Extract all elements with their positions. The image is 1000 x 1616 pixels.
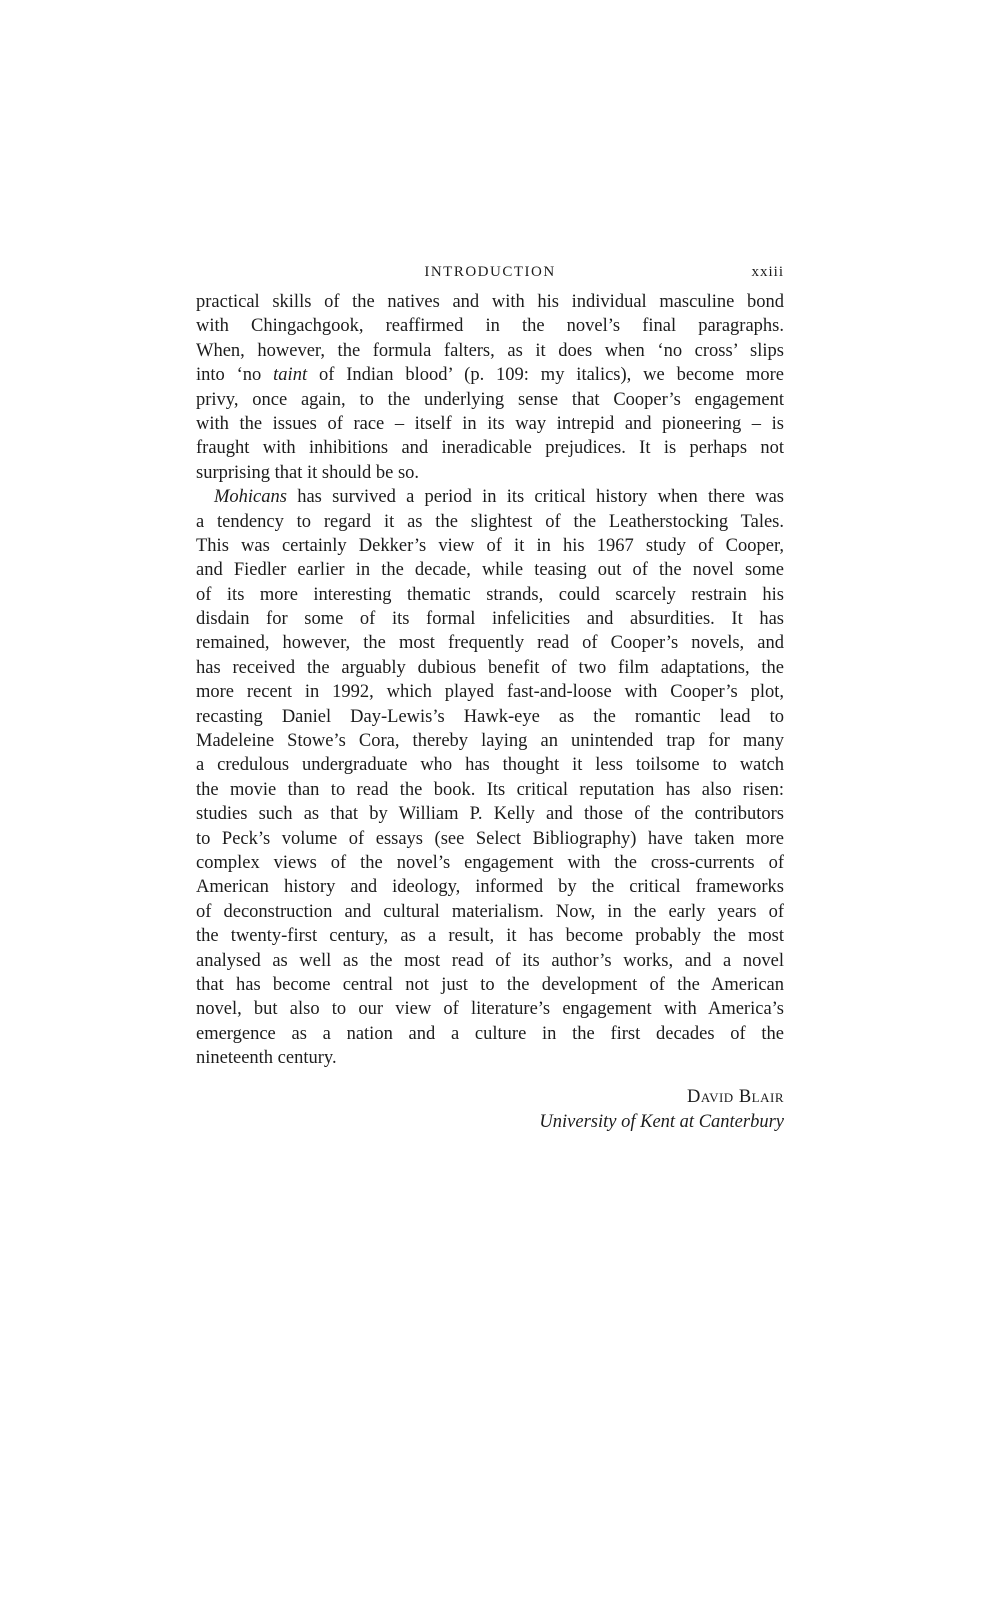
- author-affiliation: University of Kent at Canterbury: [539, 1111, 784, 1132]
- paragraph-2: [196, 485, 784, 1070]
- text-line: a tendency to regard it as the slightest of the Leatherstocking Tales.: [196, 511, 784, 532]
- text-line: disdain for some of its formal infelicities and absurdities. It has: [196, 609, 784, 630]
- author-name: David Blair: [687, 1086, 784, 1107]
- page-number: xxiii: [751, 264, 784, 280]
- italic-text: taint: [273, 365, 308, 386]
- text-line: and Fiedler earlier in the decade, while teasing out of the novel some: [196, 560, 784, 581]
- text-line: of deconstruction and cultural materialism. Now, in the early years of: [196, 901, 784, 922]
- text-line: has received the arguably dubious benefit of two film adaptations, the: [196, 657, 784, 678]
- text-line: recasting Daniel Day-Lewis’s Hawk-eye as the romantic lead to: [196, 706, 784, 727]
- text-run: of Indian blood’ (p. 109: my italics), we become more: [307, 365, 784, 386]
- text-line: to Peck’s volume of essays (see Select Bibliography) have taken more: [196, 828, 784, 849]
- text-line: emergence as a nation and a culture in the first decades of the: [196, 1023, 784, 1044]
- signature-block: [196, 1085, 784, 1135]
- text-line: This was certainly Dekker’s view of it in his 1967 study of Cooper,: [196, 535, 784, 556]
- running-head: [196, 264, 784, 290]
- text-line: When, however, the formula falters, as it does when ‘no cross’ slips: [196, 340, 784, 361]
- text-line: more recent in 1992, which played fast-and-loose with Cooper’s plot,: [196, 682, 784, 703]
- text-line: that has become central not just to the development of the American: [196, 974, 784, 995]
- text-line: nineteenth century.: [196, 1048, 337, 1069]
- text-line: of its more interesting thematic strands, could scarcely restrain his: [196, 584, 784, 605]
- italic-text: Mohicans: [214, 487, 287, 508]
- text-run: into ‘no: [196, 365, 274, 386]
- text-line: studies such as that by William P. Kelly and those of the contributors: [196, 804, 784, 825]
- running-title: INTRODUCTION: [424, 264, 556, 280]
- text-line: American history and ideology, informed by the critical frameworks: [196, 877, 784, 898]
- text-line: the twenty-first century, as a result, it has become probably the most: [196, 926, 784, 947]
- text-line: Madeleine Stowe’s Cora, thereby laying an unintended trap for many: [196, 731, 784, 752]
- text-line: fraught with inhibitions and ineradicable prejudices. It is perhaps not: [196, 438, 784, 459]
- text-line: the movie than to read the book. Its critical reputation has also risen:: [196, 779, 784, 800]
- text-line: surprising that it should be so.: [196, 462, 420, 483]
- text-line: [196, 485, 784, 509]
- text-line: complex views of the novel’s engagement with the cross-currents of: [196, 852, 784, 873]
- text-line: practical skills of the natives and with his individual masculine bond: [196, 292, 784, 312]
- paragraph-1: [196, 290, 784, 485]
- text-line: [196, 363, 784, 387]
- text-line: with Chingachgook, reaffirmed in the novel’s final paragraphs.: [196, 316, 784, 337]
- book-page: [196, 264, 784, 1135]
- text-line: remained, however, the most frequently read of Cooper’s novels, and: [196, 633, 784, 654]
- text-line: analysed as well as the most read of its author’s works, and a novel: [196, 950, 784, 971]
- text-line: privy, once again, to the underlying sense that Cooper’s engagement: [196, 389, 784, 410]
- text-line: a credulous undergraduate who has thought it less toilsome to watch: [196, 755, 784, 776]
- text-line: with the issues of race – itself in its way intrepid and pioneering – is: [196, 413, 784, 434]
- text-run: has survived a period in its critical history when there was: [286, 487, 784, 508]
- text-line: novel, but also to our view of literature’s engagement with America’s: [196, 999, 784, 1020]
